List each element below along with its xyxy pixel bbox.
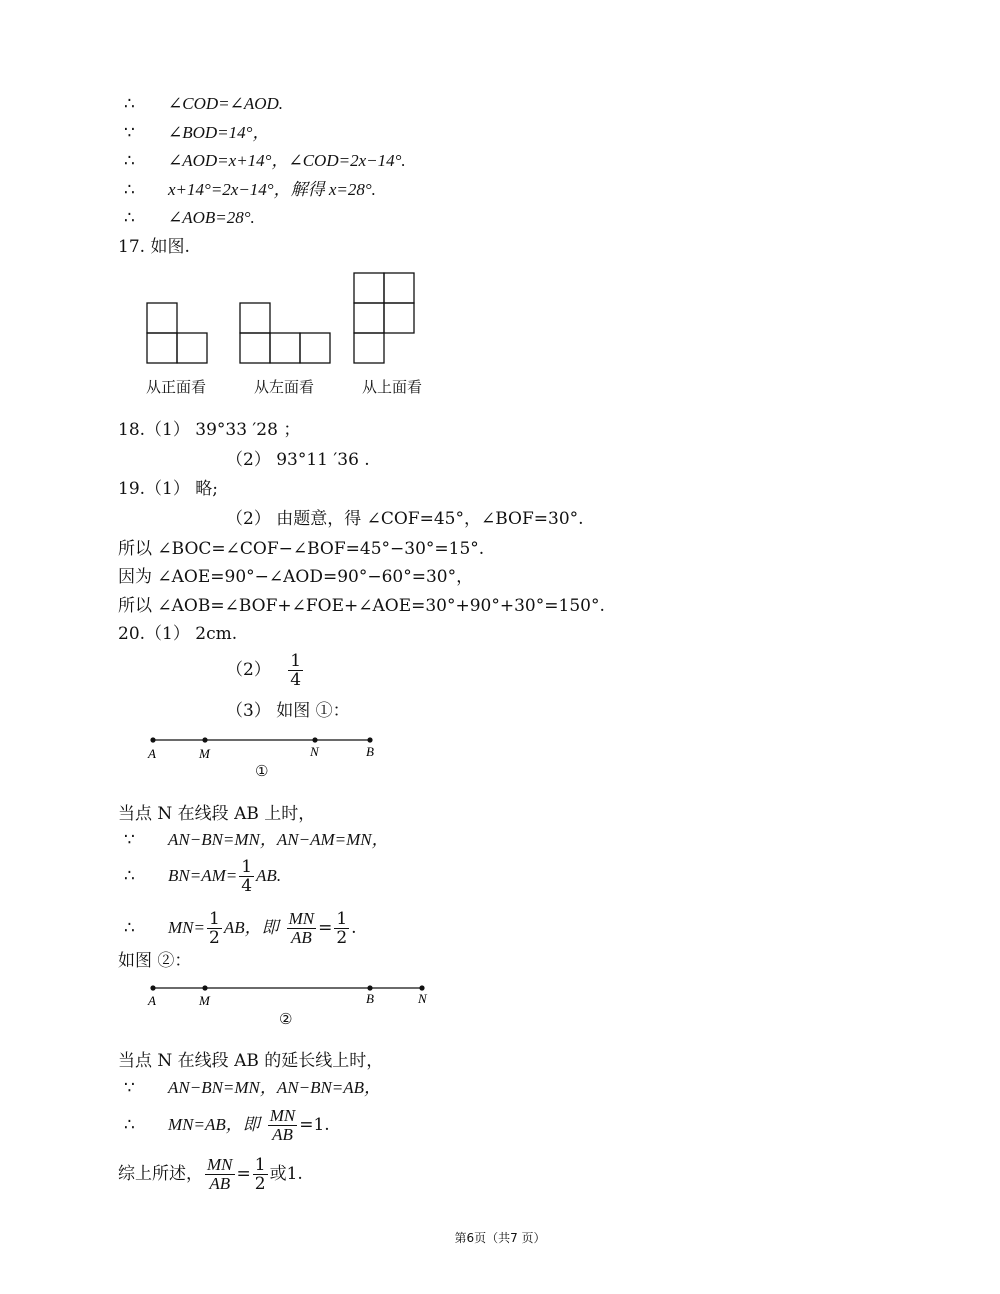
fraction-denominator: AB [290, 928, 312, 947]
conclusion-suffix: 或1. [269, 1164, 303, 1184]
question-17: 17. 如图. [118, 237, 190, 257]
therefore-symbol: ∴ [124, 1115, 135, 1135]
fraction-numerator: 1 [208, 909, 220, 929]
therefore-symbol: ∴ [124, 866, 135, 886]
page-footer: 第6页（共7 页） [454, 1231, 546, 1245]
point-label-a: A [148, 993, 156, 1008]
case-2-line-b [124, 1107, 330, 1144]
equation-text: ∠AOB=28°. [168, 208, 255, 227]
fraction-numerator: MN [269, 1106, 296, 1125]
therefore-symbol: ∴ [124, 208, 135, 228]
equation-text: AB. [256, 866, 282, 885]
case-2-line-a [124, 1077, 381, 1099]
because-symbol: ∵ [124, 1078, 135, 1098]
equation-text: AN−BN=MN，AN−BN=AB， [168, 1078, 382, 1097]
top-view-caption: 从上面看 [362, 378, 423, 396]
question-20-part-2 [226, 652, 305, 689]
equation-text: =1. [299, 1115, 330, 1135]
fraction-denominator: 2 [208, 928, 220, 948]
therefore-symbol: ∴ [124, 918, 135, 938]
fraction-numerator: MN [207, 1155, 233, 1174]
line-1 [124, 93, 283, 115]
fraction-one-quarter [288, 652, 303, 689]
question-19-part-2: （2） 由题意，得 ∠COF=45°，∠BOF=30°. [226, 509, 584, 529]
case-1-line-b [124, 858, 281, 895]
question-18-part-1: 18.（1） 39°33 ′28 ； [118, 420, 301, 440]
question-19-part-1: 19.（1） 略; [118, 479, 218, 499]
equation-text: ∠BOD=14°， [168, 123, 270, 142]
fraction-one-half [253, 1156, 268, 1193]
top-view-grid [354, 273, 414, 363]
fraction-one-half [207, 910, 222, 947]
question-20-part-3: （3） 如图 ①： [226, 701, 350, 721]
therefore-symbol: ∴ [124, 151, 135, 171]
equation-text: AB，即 [223, 918, 279, 937]
case-2-heading: 当点 N 在线段 AB 的延长线上时， [118, 1051, 384, 1071]
fraction-numerator: MN [288, 909, 315, 928]
line-4 [124, 179, 376, 201]
equation-text: MN= [168, 918, 205, 937]
question-20-part-1: 20.（1） 2cm. [118, 624, 238, 644]
point-label-n: N [418, 991, 427, 1006]
line-3 [124, 150, 406, 172]
conclusion-prefix: 综上所述， [118, 1164, 203, 1184]
equation-text: ∠COD=∠AOD. [168, 94, 284, 113]
equation-text: ∠AOD=x+14°，∠COD=2x−14°. [168, 151, 406, 170]
part-label: （2） [226, 660, 271, 680]
equation-text: BN=AM= [168, 866, 238, 885]
point-label-b: B [366, 991, 374, 1006]
because-symbol: ∵ [124, 830, 135, 850]
segment-figure-1 [140, 730, 400, 782]
fraction-mn-over-ab [287, 910, 317, 947]
equation-text: x+14°=2x−14°，解得 x=28°. [168, 180, 376, 199]
left-view-grid [240, 303, 330, 363]
case-1-heading: 当点 N 在线段 AB 上时， [118, 804, 316, 824]
question-18-part-2: （2） 93°11 ′36 . [226, 450, 370, 470]
question-19-line-3: 所以 ∠BOC=∠COF−∠BOF=45°−30°=15°. [118, 539, 485, 559]
fraction-mn-over-ab [205, 1156, 235, 1193]
fraction-one-half [334, 910, 349, 947]
left-view-caption: 从左面看 [254, 378, 315, 396]
case-1-line-c [124, 910, 357, 947]
point-label-m: M [199, 746, 210, 761]
point-label-n: N [310, 744, 319, 759]
fraction-one-quarter [239, 858, 254, 895]
fraction-mn-over-ab [268, 1107, 298, 1144]
figure-1-label: ① [255, 762, 269, 780]
front-view-grid [147, 303, 207, 363]
conclusion-line [118, 1156, 303, 1193]
point-label-m: M [199, 993, 210, 1008]
fraction-denominator: AB [209, 1174, 231, 1193]
equation-text: MN=AB，即 [168, 1115, 260, 1134]
three-views-figure [140, 270, 430, 370]
fraction-numerator: 1 [336, 909, 348, 929]
therefore-symbol: ∴ [124, 94, 135, 114]
question-19-line-4: 因为 ∠AOE=90°−∠AOD=90°−60°=30°， [118, 567, 474, 587]
equation-text: AN−BN=MN，AN−AM=MN， [168, 830, 389, 849]
figure-2-intro: 如图 ②： [118, 951, 192, 971]
line-2 [124, 122, 269, 144]
therefore-symbol: ∴ [124, 180, 135, 200]
fraction-denominator: 4 [290, 670, 302, 690]
point-label-b: B [366, 744, 374, 759]
because-symbol: ∵ [124, 123, 135, 143]
point-label-a: A [148, 746, 156, 761]
fraction-numerator: 1 [254, 1155, 266, 1175]
fraction-denominator: 2 [336, 928, 348, 948]
question-19-line-5: 所以 ∠AOB=∠BOF+∠FOE+∠AOE=30°+90°+30°=150°. [118, 596, 605, 616]
equals-sign: = [236, 1164, 251, 1184]
front-view-caption: 从正面看 [146, 378, 207, 396]
fraction-numerator: 1 [241, 857, 253, 877]
fraction-numerator: 1 [290, 651, 302, 671]
period: . [351, 918, 357, 938]
fraction-denominator: 2 [254, 1174, 266, 1194]
line-5 [124, 207, 255, 229]
equals-sign: = [318, 918, 333, 938]
case-1-line-a [124, 829, 389, 851]
figure-2-label: ② [279, 1010, 293, 1028]
fraction-denominator: 4 [241, 876, 253, 896]
fraction-denominator: AB [272, 1125, 293, 1144]
